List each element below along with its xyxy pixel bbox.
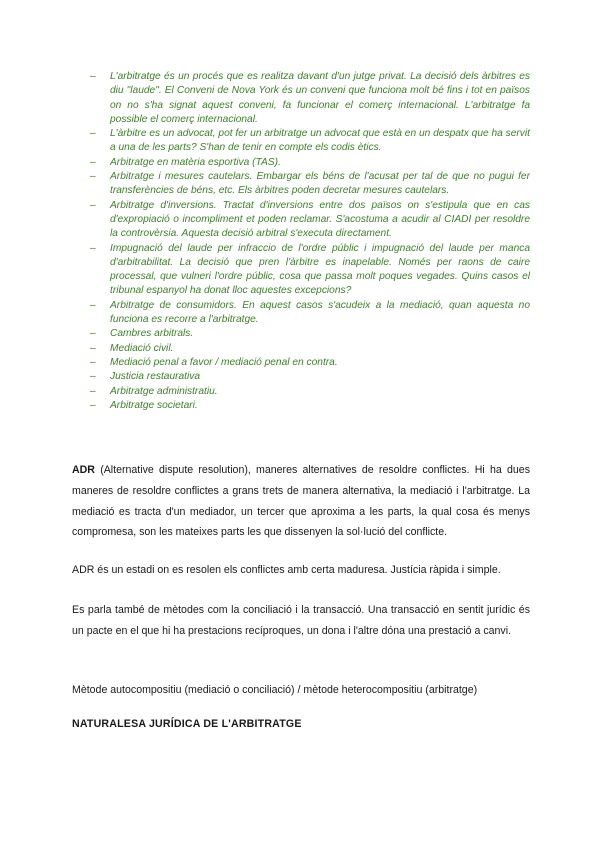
list-item-text: L'arbitratge és un procés que es realitza davant d'un jutge privat. La decisió dels àrbitres es diu "laude". El Conveni de Nova York és un conveni que funciona molt bé fins i tot en països on no s'ha signat aquest conveni, fa funcionar el comerç internacional. L'arbitratge fa possible el comerç internacional. [110, 71, 530, 125]
adr-stage-paragraph: ADR és un estadi on es resolen els conflictes amb certa maduresa. Justícia ràpida i simple. [72, 564, 501, 576]
list-item [90, 242, 530, 299]
adr-term: ADR [72, 464, 95, 476]
list-item [90, 327, 530, 341]
list-item [90, 156, 530, 170]
dash-marker: – [90, 299, 96, 311]
list-item [90, 356, 530, 370]
adr-paragraph-text: (Alternative dispute resolution), maneres alternatives de resoldre conflictes. Hi ha dues maneres de resoldre conflictes a grans trets de manera alternativa, la mediació i l'arbitratge. La mediació es tracta d'un mediador, un tercer que aproxima a les parts, la qual cosa és menys compromesa, son les mateixes parts les que dissenyen la sol·lució del conflicte. [72, 464, 530, 539]
list-item-text: Arbitratge de consumidors. En aquest casos s'acudeix a la mediació, quan aquesta no funciona es recorre a l'arbitratge. [110, 299, 530, 326]
dash-marker: – [90, 156, 96, 168]
dash-marker: – [90, 356, 96, 368]
dash-marker: – [90, 399, 96, 411]
bullet-list [90, 70, 530, 413]
methods-paragraph: Mètode autocompositiu (mediació o conciliació) / mètode heterocompositiu (arbitratge) [72, 684, 478, 696]
list-item-text: Arbitratge i mesures cautelars. Embargar els béns de l'acusat per tal de que no pugui fer transferències de béns, etc. Els àrbitres poden decretar mesures cautelars. [110, 171, 530, 197]
list-item-text: L'àrbitre es un advocat, pot fer un arbitratge un advocat que està en un despatx que ha servit a una de les parts? S'han de tenir en compte els codis ètics. [110, 128, 530, 154]
section-heading: NATURALESA JURÍDICA DE L'ARBITRATGE [72, 718, 302, 730]
dash-marker: – [90, 71, 96, 82]
list-item [90, 342, 530, 356]
dash-marker: – [90, 328, 96, 340]
list-item-text: Arbitratge d'inversions. Tractat d'inversions entre dos països on s'estipula que en cas d'expropiació o incompliment et poden reclamar. S'acostuma a acudir al CIADI per resoldre la controvèrsia. Aquesta decisió arbitral s'executa directament. [110, 199, 530, 240]
dash-marker: – [90, 371, 96, 383]
list-item-text: Arbitratge administratiu. [110, 385, 218, 397]
list-item-text: Justicia restaurativa [110, 371, 201, 383]
dash-marker: – [90, 171, 96, 183]
adr-paragraph [72, 460, 530, 543]
list-item [90, 70, 530, 127]
list-item [90, 127, 530, 156]
list-item-text: Arbitratge en matèria esportiva (TAS). [110, 156, 281, 168]
conciliation-paragraph: Es parla també de mètodes com la conciliació i la transacció. Una transacció en sentit jurídic és un pacte en el que hi ha prestacions recíproques, un dona i l'altre dóna una prestació a canvi. [72, 604, 530, 637]
list-item [90, 299, 530, 328]
list-item [90, 170, 530, 199]
dash-marker: – [90, 199, 96, 211]
list-item-text: Cambres arbitrals. [110, 328, 194, 340]
list-item [90, 370, 530, 384]
dash-marker: – [90, 342, 96, 354]
list-item-text: Impugnació del laude per infraccio de l'ordre públic i impugnació del laude per manca d'arbitrabilitat. La decisió que pren l'àrbitre es inapelable. Només per raons de caire processal, que vulneri l'ordre públic, cosa que passa molt poques vegades. Quins casos el tribunal espanyol ha donat lloc aquestes excepcions? [110, 242, 530, 297]
list-item [90, 399, 530, 413]
dash-marker: – [90, 242, 96, 254]
list-item-text: Mediació civil. [110, 342, 174, 354]
list-item-text: Mediació penal a favor / mediació penal en contra. [110, 356, 338, 368]
list-item [90, 385, 530, 399]
list-item [90, 199, 530, 242]
dash-marker: – [90, 128, 96, 140]
dash-marker: – [90, 385, 96, 397]
list-item-text: Arbitratge societari. [110, 399, 198, 411]
